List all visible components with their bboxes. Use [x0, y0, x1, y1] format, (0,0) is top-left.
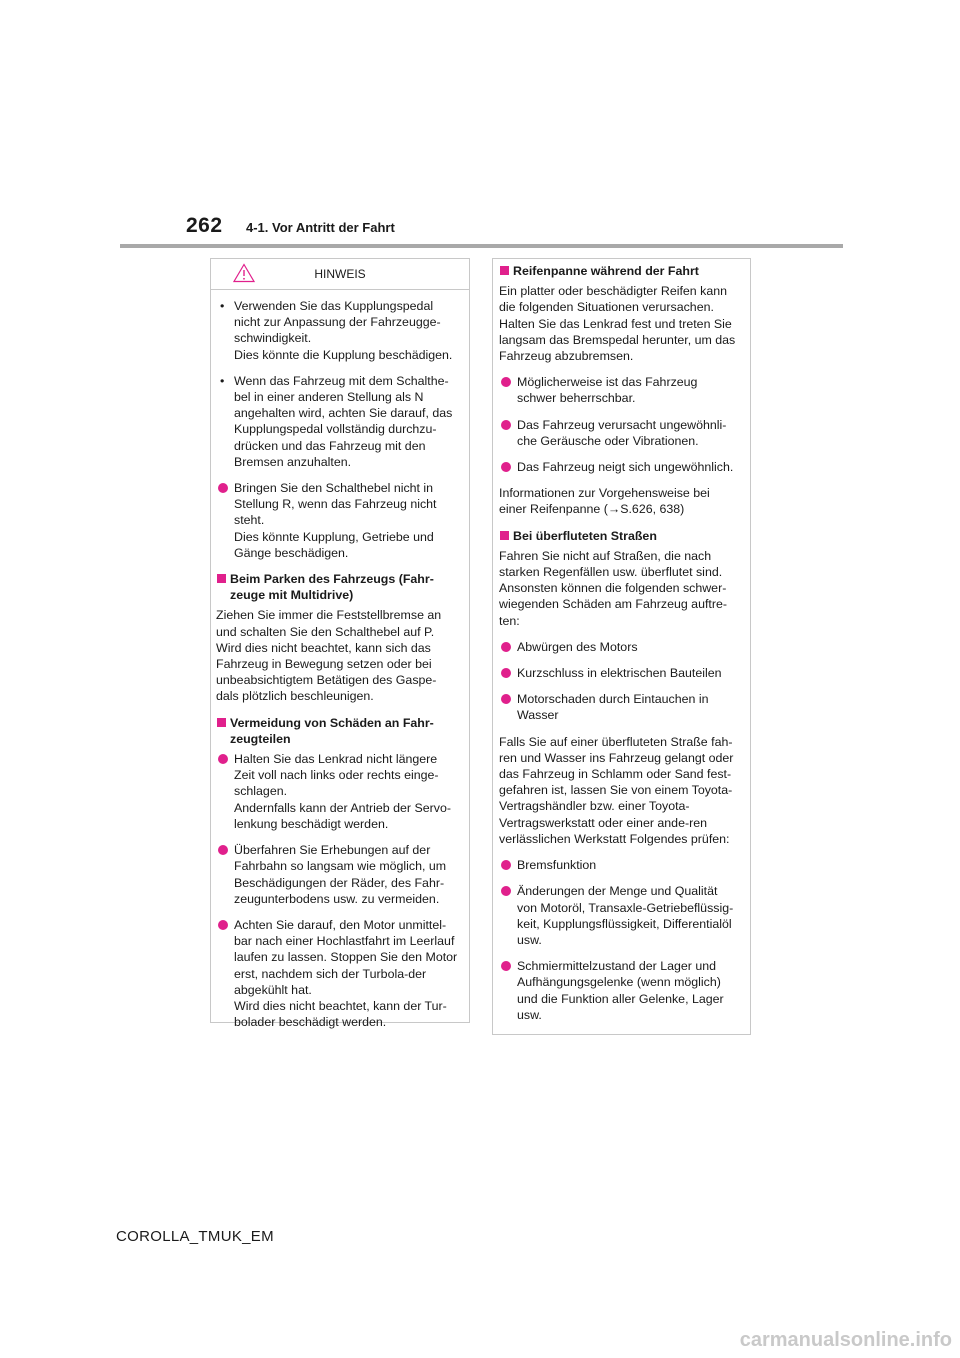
- paragraph: Informationen zur Vorgehensweise bei einer Reifenpanne (→S.626, 638): [499, 486, 710, 517]
- list-item: Das Fahrzeug neigt sich ungewöhnlich.: [499, 459, 740, 475]
- paragraph: Ziehen Sie immer die Feststellbremse an und schalten Sie den Schalthebel auf P. Wird dies nicht beachtet, kann sich das Fahrzeug in Bewegung setzen oder bei unbeabsichtigtem Betätigen des Gaspe-dals plötzlich beschleunigen.: [216, 608, 442, 704]
- header-rule: [120, 244, 843, 248]
- list-item: Möglicherweise ist das Fahrzeug schwer beherrschbar.: [499, 374, 740, 406]
- list-item: Halten Sie das Lenkrad nicht längere Zeit voll nach links oder rechts einge-schlagen. Andernfalls kann der Antrieb der Servo-lenkung beschädigt werden.: [216, 751, 459, 832]
- watermark[interactable]: carmanualsonline.info: [739, 1329, 952, 1351]
- list-item: Abwürgen des Motors: [499, 639, 740, 655]
- paragraph: Falls Sie auf einer überfluteten Straße fah-ren und Wasser ins Fahrzeug gelangt oder das Fahrzeug in Schlamm oder Sand fest-gefahren ist, lassen Sie von einem Toyota-Vertragshändler bzw. einer Toyota-Vertragswerkstatt oder einer ande-ren verlässlichen Werkstatt Folgendes prüfen:: [499, 734, 734, 846]
- list-item: Bremsfunktion: [499, 857, 740, 873]
- list-item: Kurzschluss in elektrischen Bauteilen: [499, 665, 740, 681]
- paragraph: Ein platter oder beschädigter Reifen kann die folgenden Situationen verursachen. Halten Sie das Lenkrad fest und treten Sie langsam das Bremspedal herunter, um das Fahrzeug abzubremsen.: [499, 284, 736, 364]
- list-item: • Verwenden Sie das Kupplungspedal nicht zur Anpassung der Fahrzeugge-schwindigkeit. Dies könnte die Kupplung beschädigen.: [216, 298, 459, 363]
- section-heading: Vermeidung von Schäden an Fahr-zeugteilen: [216, 715, 459, 747]
- list-item: Bringen Sie den Schalthebel nicht in Stellung R, wenn das Fahrzeug nicht steht. Dies könnte Kupplung, Getriebe und Gänge beschädigen.: [216, 480, 459, 561]
- list-item: Änderungen der Menge und Qualität von Motoröl, Transaxle-Getriebeflüssig-keit, Kupplungsflüssigkeit, Differentialöl usw.: [499, 883, 740, 948]
- list-item: • Wenn das Fahrzeug mit dem Schalthe-bel in einer anderen Stellung als N angehalten wird, achten Sie darauf, das Kupplungspedal vollständig durchzu-drücken und das Fahrzeug mit den Bremsen anzuhalten.: [216, 373, 459, 470]
- section-heading: Reifenpanne während der Fahrt: [499, 263, 740, 279]
- list-item: Überfahren Sie Erhebungen auf der Fahrbahn so langsam wie möglich, um Beschädigungen der Räder, des Fahr-zeugunterbodens usw. zu vermeiden.: [216, 842, 459, 907]
- list-item: Motorschaden durch Eintauchen in Wasser: [499, 691, 740, 723]
- notice-title: HINWEIS: [314, 267, 366, 281]
- footer-model: COROLLA_TMUK_EM: [116, 1228, 274, 1245]
- info-box: [492, 258, 751, 1035]
- paragraph: Fahren Sie nicht auf Straßen, die nach starken Regenfällen usw. überflutet sind. Ansonsten können die folgenden schwer-wiegenden Schäden am Fahrzeug auftre-ten:: [499, 548, 727, 628]
- warning-triangle-icon: [233, 263, 255, 283]
- list-item: Das Fahrzeug verursacht ungewöhnli-che Geräusche oder Vibrationen.: [499, 417, 740, 449]
- section-heading: Bei überfluteten Straßen: [499, 528, 740, 544]
- section-heading: Beim Parken des Fahrzeugs (Fahr-zeuge mit Multidrive): [216, 571, 459, 603]
- page-number: 262: [186, 214, 223, 237]
- notice-header: [211, 259, 469, 290]
- list-item: Schmiermittelzustand der Lager und Aufhängungsgelenke (wenn möglich) und die Funktion aller Gelenke, Lager usw.: [499, 958, 740, 1023]
- notice-box: [210, 258, 470, 1030]
- list-item: Achten Sie darauf, den Motor unmittel-bar nach einer Hochlastfahrt im Leerlauf laufen zu lassen. Stoppen Sie den Motor erst, nachdem sich der Turbola-der abgekühlt hat. Wird dies nicht beachtet, kann der Tur-bolader beschädigt werden.: [216, 917, 459, 1030]
- section-title: 4-1. Vor Antritt der Fahrt: [246, 220, 395, 235]
